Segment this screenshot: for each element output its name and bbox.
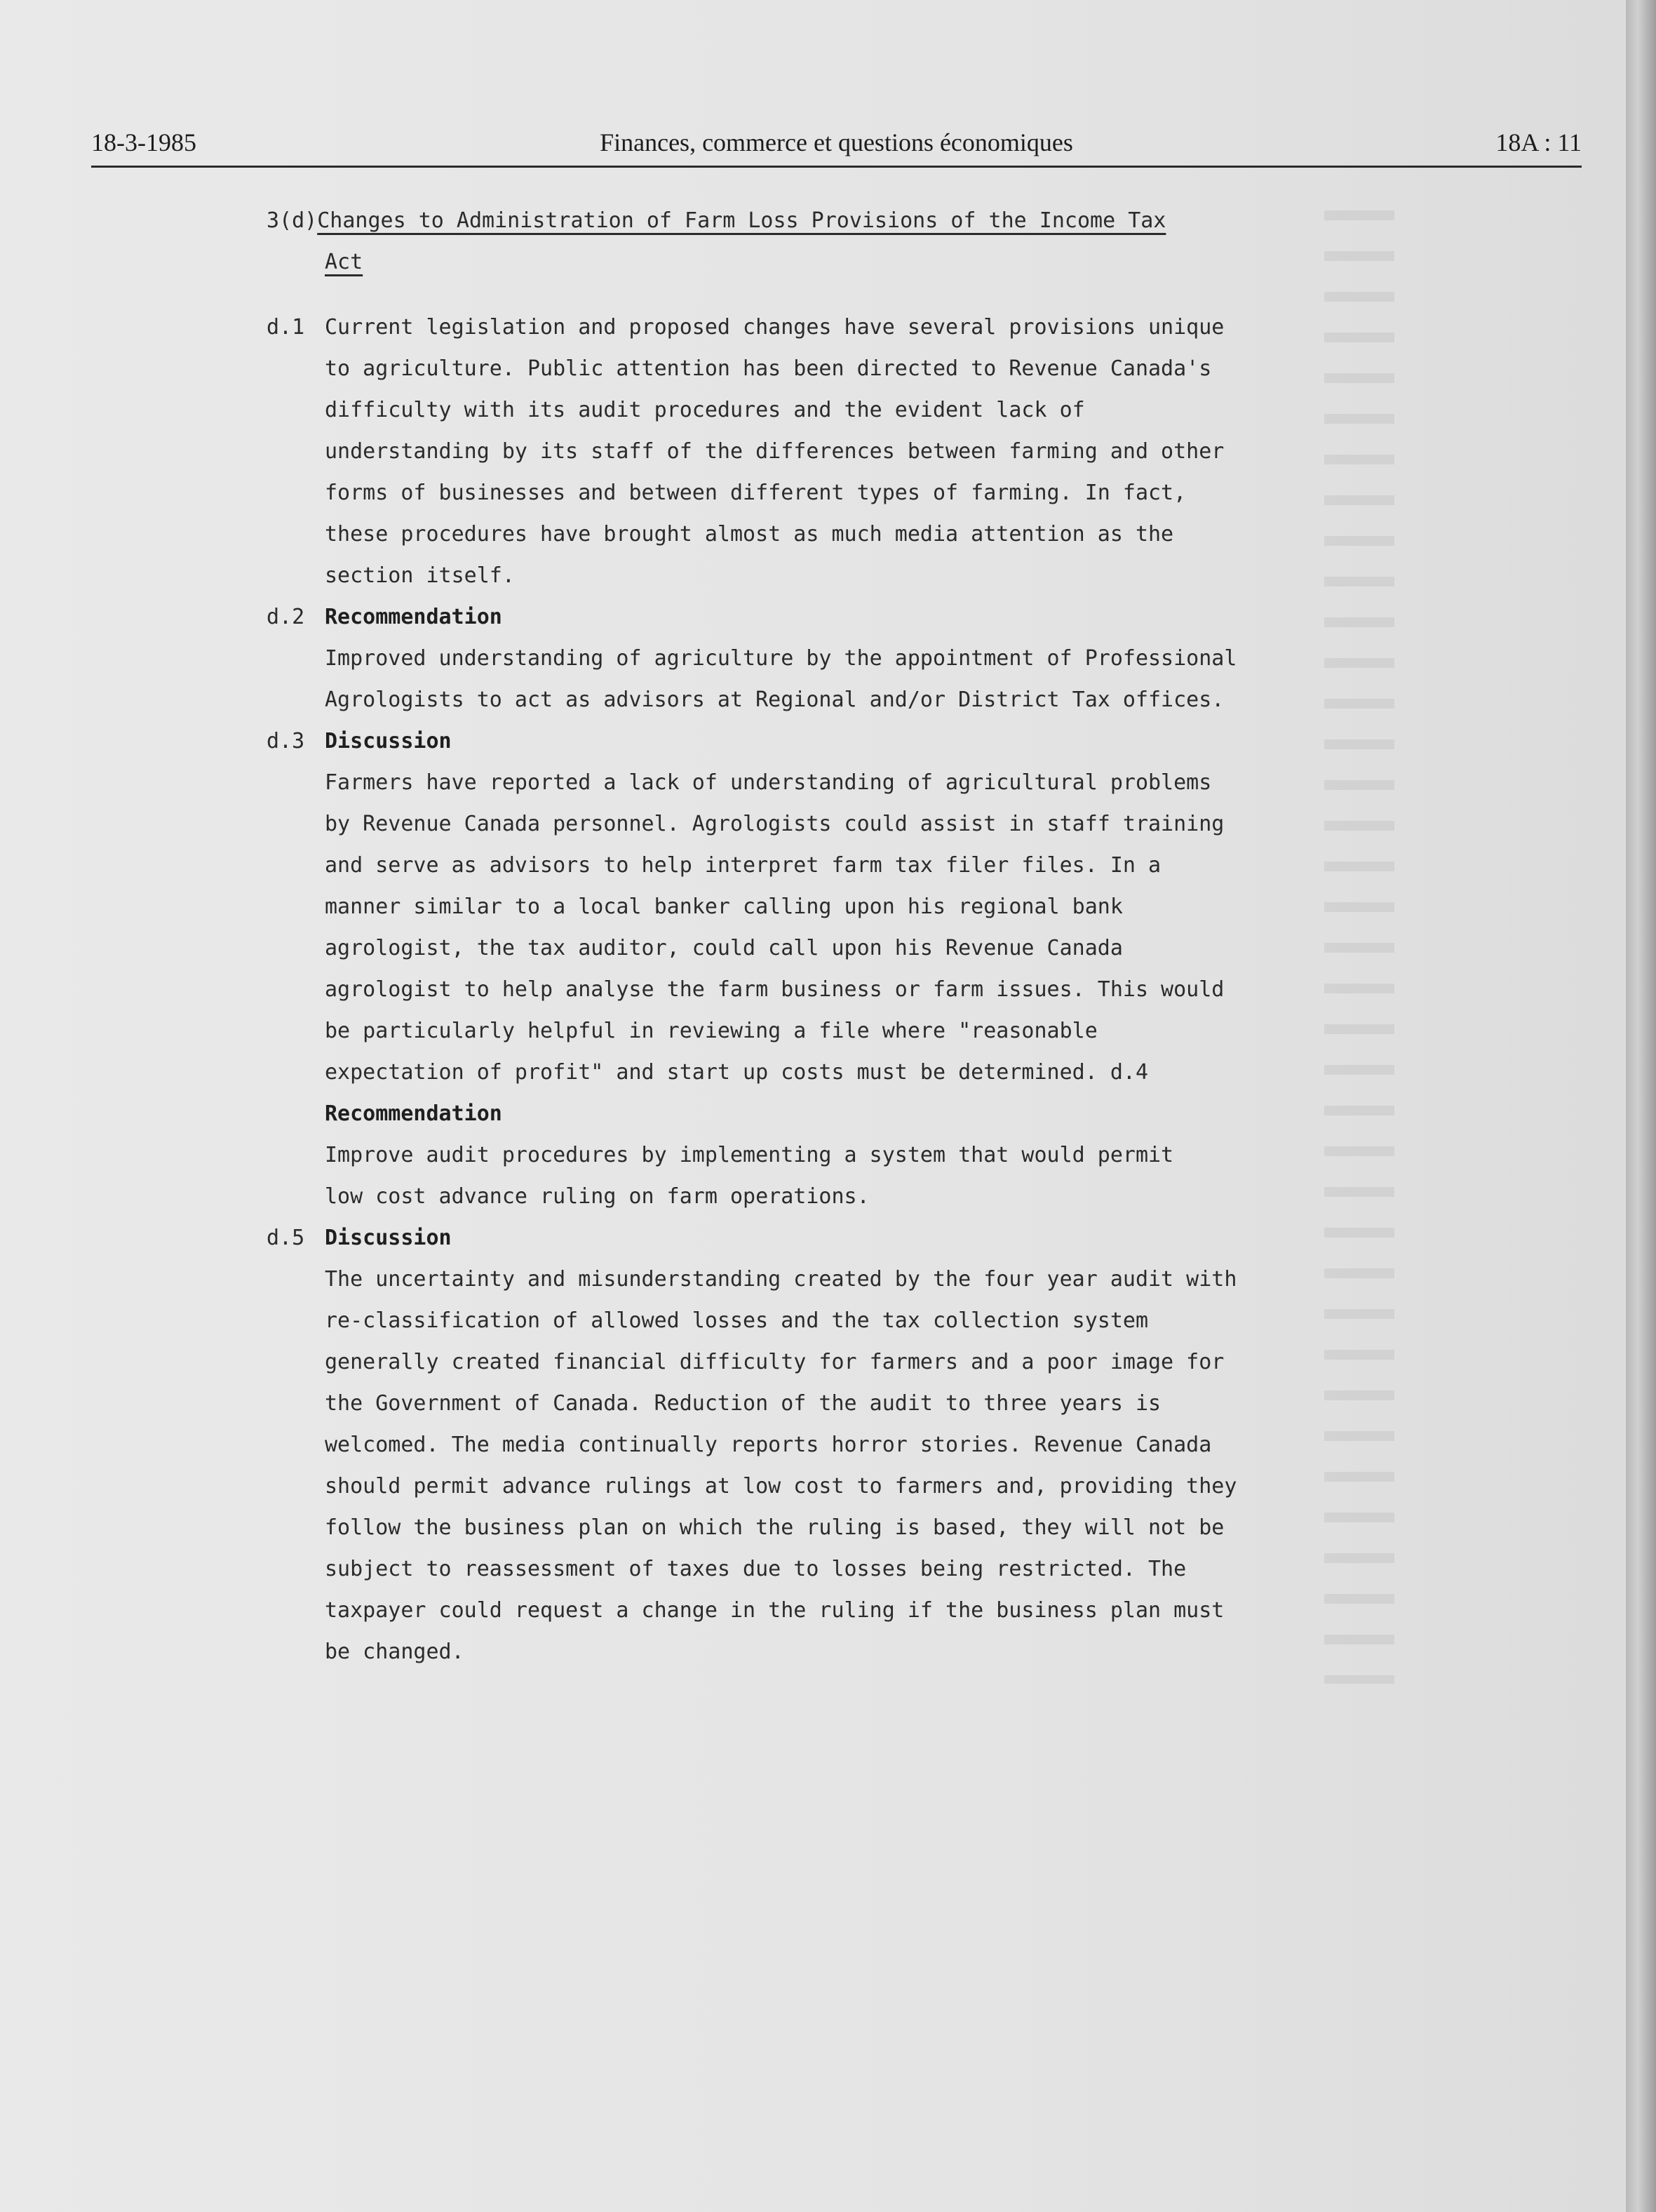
text-line: the Government of Canada. Reduction of the audit to three years is <box>325 1391 1162 1416</box>
item-heading: Recommendation <box>325 1101 502 1126</box>
text-line: should permit advance rulings at low cost to farmers and, providing they <box>325 1474 1237 1499</box>
text-line: section itself. <box>325 563 515 588</box>
text-line: re-classification of allowed losses and the tax collection system <box>325 1308 1148 1333</box>
text-line: agrologist to help analyse the farm business or farm issues. This would <box>325 977 1225 1002</box>
binding-edge <box>1626 0 1656 2212</box>
text-line: taxpayer could request a change in the ruling if the business plan must <box>325 1598 1225 1623</box>
section-heading-line-1 <box>267 200 1333 241</box>
text-line: these procedures have brought almost as much media attention as the <box>325 522 1174 547</box>
text-line: Improve audit procedures by implementing a system that would permit <box>325 1143 1174 1167</box>
text-line: agrologist, the tax auditor, could call upon his Revenue Canada <box>325 936 1123 960</box>
item-number: d.3 <box>267 729 305 753</box>
text-line: follow the business plan on which the ruling is based, they will not be <box>325 1515 1225 1540</box>
section-title-continued: Act <box>325 250 363 274</box>
section-title: Changes to Administration of Farm Loss Provisions of the Income Tax <box>317 208 1166 233</box>
text-line: and serve as advisors to help interpret farm tax filer files. In a <box>325 853 1162 878</box>
text-line: Improved understanding of agriculture by the appointment of Professional <box>325 646 1237 671</box>
item-number: d.1 <box>267 315 305 340</box>
section-number: 3(d) <box>267 208 318 233</box>
header-title: Finances, commerce et questions économiques <box>600 128 1073 156</box>
text-line: low cost advance ruling on farm operations. <box>325 1184 870 1209</box>
section-heading-line-2 <box>267 241 1333 283</box>
item-heading: Discussion <box>325 1226 452 1250</box>
item-d1 <box>267 307 1333 596</box>
text-line: difficulty with its audit procedures and the evident lack of <box>325 398 1085 422</box>
item-d4 <box>267 1093 1333 1217</box>
header-page-number: 18A : 11 <box>1495 128 1582 156</box>
text-line: manner similar to a local banker calling upon his regional bank <box>325 894 1123 919</box>
running-header <box>91 128 1582 170</box>
text-line: be changed. <box>325 1640 464 1664</box>
text-line: welcomed. The media continually reports horror stories. Revenue Canada <box>325 1433 1212 1457</box>
text-line: to agriculture. Public attention has been directed to Revenue Canada's <box>325 356 1212 381</box>
show-through-text <box>1324 210 1394 1684</box>
text-line: Agrologists to act as advisors at Regional and/or District Tax offices. <box>325 688 1225 712</box>
text-line: understanding by its staff of the differences between farming and other <box>325 439 1225 464</box>
section-heading <box>267 200 1333 283</box>
text-line: subject to reassessment of taxes due to losses being restricted. The <box>325 1557 1187 1581</box>
item-heading-line <box>267 596 1333 638</box>
item-d5 <box>267 1217 1333 1673</box>
item-heading-line <box>267 720 1333 762</box>
header-rule <box>91 166 1582 168</box>
text-line: The uncertainty and misunderstanding created by the four year audit with <box>325 1267 1237 1292</box>
paragraph-line <box>267 307 1333 348</box>
item-number: d.2 <box>267 605 305 629</box>
item-heading: Recommendation <box>325 605 502 629</box>
document-body <box>267 200 1333 1673</box>
text-line: Farmers have reported a lack of understanding of agricultural problems <box>325 770 1212 795</box>
text-line: generally created financial difficulty for farmers and a poor image for <box>325 1350 1225 1374</box>
text-line: expectation of profit" and start up costs must be determined. d.4 <box>325 1060 1148 1085</box>
text-line: be particularly helpful in reviewing a file where "reasonable <box>325 1019 1098 1043</box>
item-d2 <box>267 596 1333 720</box>
item-number: d.5 <box>267 1226 305 1250</box>
header-date: 18-3-1985 <box>91 128 196 156</box>
text-line: Current legislation and proposed changes have several provisions unique <box>325 315 1225 340</box>
item-d3 <box>267 720 1333 1093</box>
text-line: forms of businesses and between different types of farming. In fact, <box>325 481 1187 505</box>
text-line: by Revenue Canada personnel. Agrologists could assist in staff training <box>325 812 1225 836</box>
item-heading: Discussion <box>325 729 452 753</box>
item-heading-line <box>267 1217 1333 1259</box>
